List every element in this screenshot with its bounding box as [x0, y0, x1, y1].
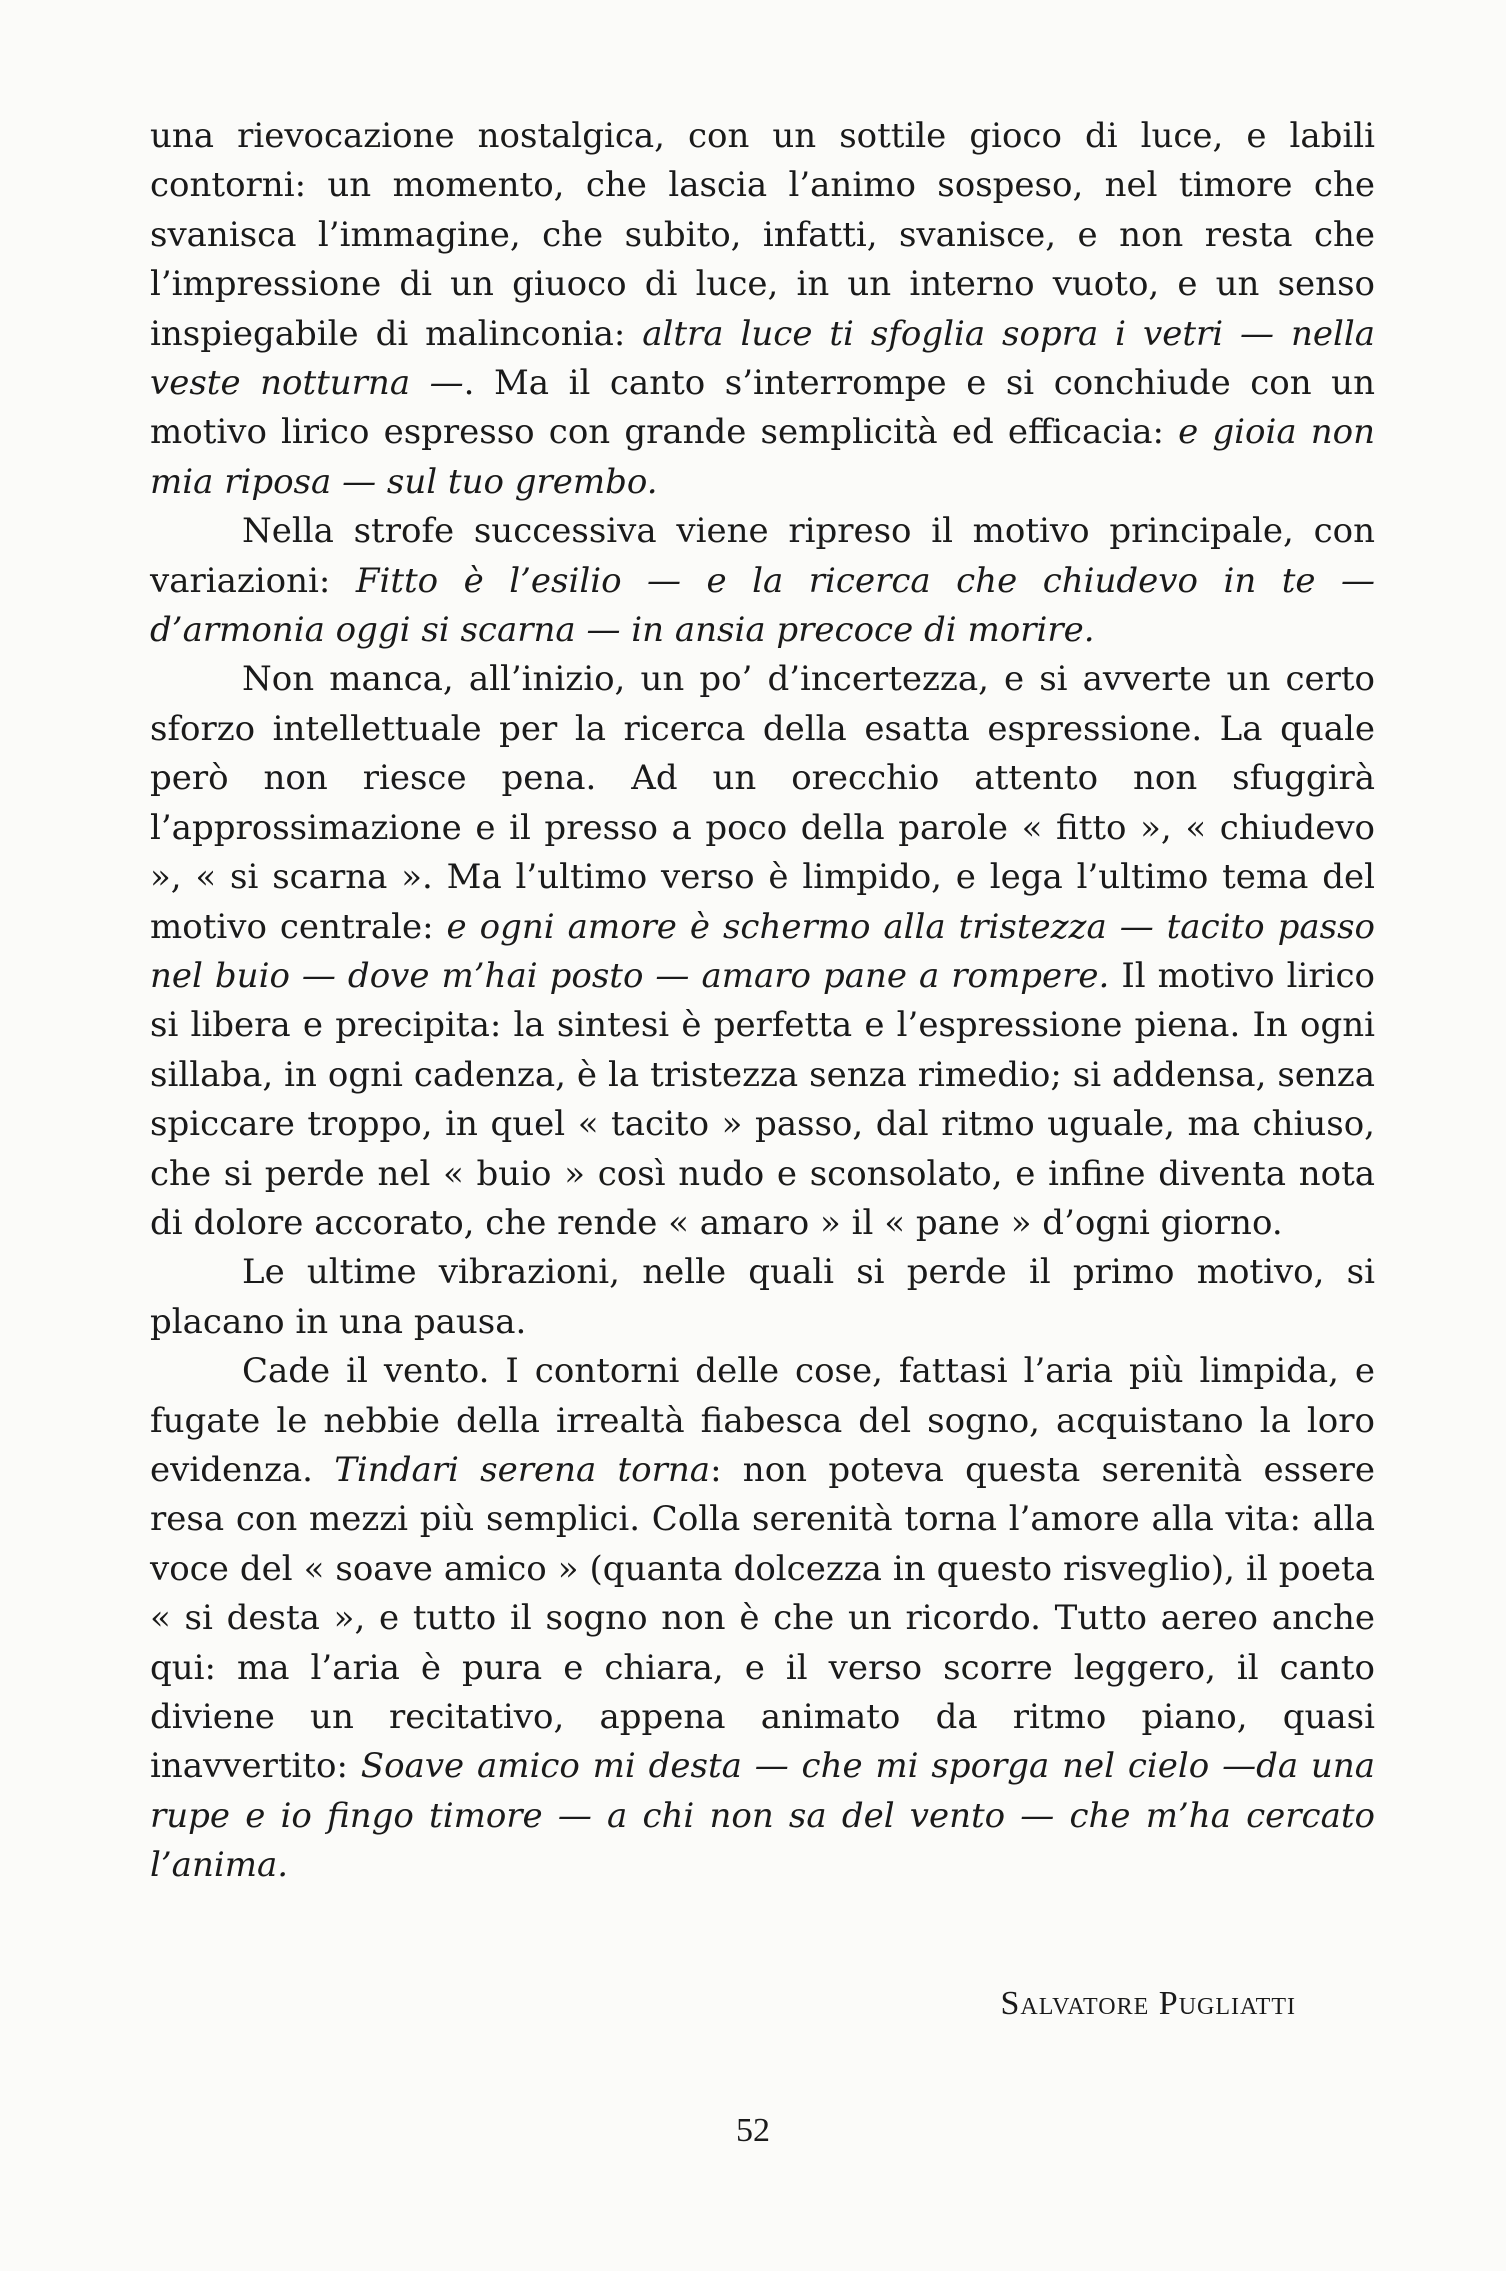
quoted-verse: altra luce ti sfoglia sopra i vetri — nella veste notturna —	[150, 313, 1376, 404]
text-run: Non manca, all’inizio, un po’ d’incertezza, e si avverte un certo sforzo intellettuale per la ricerca della esatta espressione. La quale però non riesce pena. Ad un orecchio attento non sfuggirà l’approssimazione e il presso a poco della parole « fitto », « chiudevo », « si scarna ». Ma l’ultimo verso è limpido, e lega l’ultimo tema del motivo centrale:	[150, 659, 1375, 947]
paragraph	[150, 1347, 1375, 1890]
quoted-verse: Soave amico mi desta — che mi sporga nel cielo —da una rupe e io fingo timore — a chi non sa del vento — che m’ha cercato l’anima.	[150, 1746, 1375, 1886]
quoted-verse: e gioia non mia riposa — sul tuo grembo.	[150, 412, 1375, 502]
author-signature: Salvatore Pugliatti	[1000, 1985, 1296, 2022]
text-run: Cade il vento. I contorni delle cose, fattasi l’aria più limpida, e fugate le nebbie della irrealtà fiabesca del sogno, acquistano la loro evidenza.	[150, 1351, 1375, 1490]
quoted-verse: e ogni amore è schermo alla tristezza — tacito passo nel buio — dove m’hai posto — amaro pane a rompere.	[150, 906, 1375, 996]
quoted-verse: Fitto è l’esilio — e la ricerca che chiudevo in te — d’armonia oggi si scarna — in ansia precoce di morire.	[150, 560, 1375, 651]
page-number: 52	[736, 2112, 770, 2149]
text-run: Nella strofe successiva viene ripreso il motivo principale, con variazioni:	[150, 511, 1375, 601]
quoted-verse: Tindari serena torna	[334, 1449, 711, 1490]
paragraph	[150, 112, 1375, 507]
text-run: Il motivo lirico si libera e precipita: la sintesi è perfetta e l’espressione piena. In ogni sillaba, in ogni cadenza, è la tristezza senza rimedio; si addensa, senza spiccare troppo, in quel « tacito » passo, dal ritmo uguale, ma chiuso, che si perde nel « buio » così nudo e sconsolato, e infine diventa nota di dolore accorato, che rende « amaro » il « pane » d’ogni giorno.	[150, 955, 1375, 1243]
text-run: . Ma il canto s’interrompe e si conchiude con un motivo lirico espresso con grande semplicità ed efficacia:	[150, 363, 1375, 453]
body-text	[150, 112, 1375, 1891]
text-run: una rievocazione nostalgica, con un sottile gioco di luce, e labili contorni: un momento, che lascia l’animo sospeso, nel timore che svanisca l’immagine, che subito, infatti, svanisce, e non resta che l’impressione di un giuoco di luce, in un interno vuoto, e un senso inspiegabile di malinconia:	[150, 116, 1375, 354]
paragraph	[150, 1248, 1375, 1347]
text-run: : non poteva questa serenità essere resa con mezzi più semplici. Colla serenità torna l’amore alla vita: alla voce del « soave amico » (quanta dolcezza in questo risveglio), il poeta « si desta », e tutto il sogno non è che un ricordo. Tutto aereo anche qui: ma l’aria è pura e chiara, e il verso scorre leggero, il canto diviene un recitativo, appena animato da ritmo piano, quasi inavvertito:	[150, 1449, 1375, 1787]
text-run: Le ultime vibrazioni, nelle quali si perde il primo motivo, si placano in una pausa.	[150, 1252, 1375, 1342]
paragraph	[150, 655, 1375, 1248]
paragraph	[150, 507, 1375, 655]
